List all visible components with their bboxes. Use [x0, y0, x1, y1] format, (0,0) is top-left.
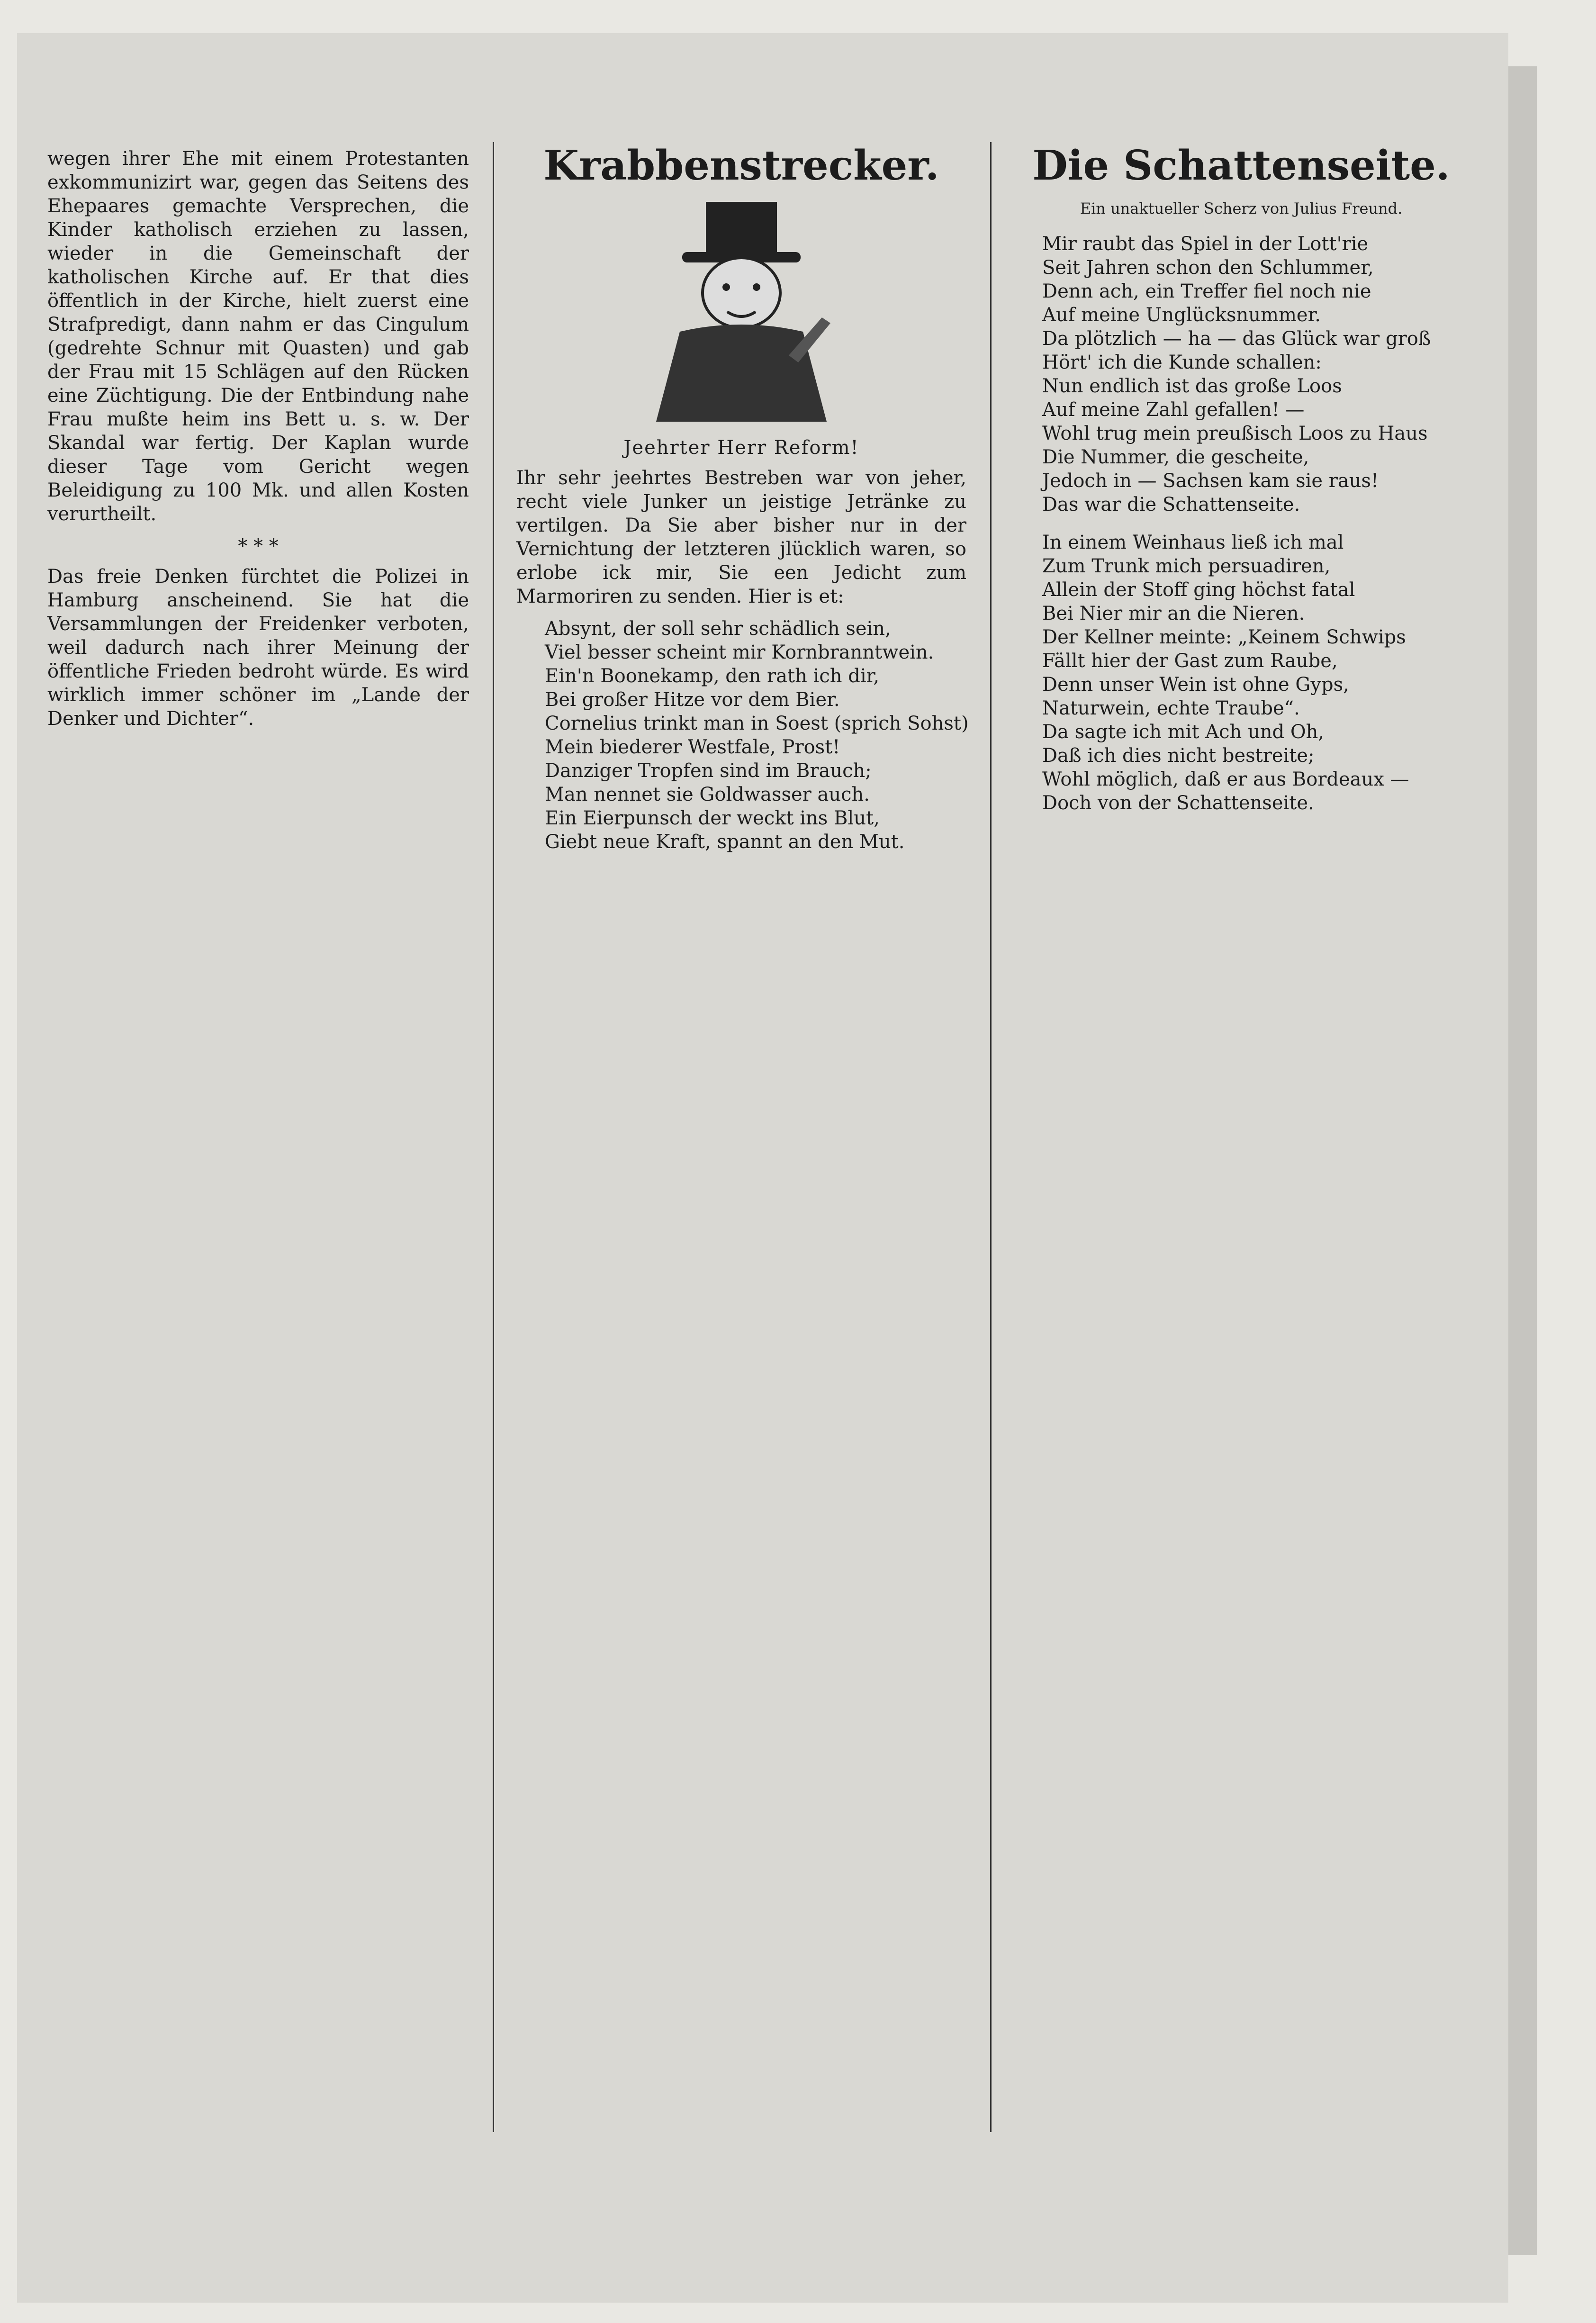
poem-verse: [516, 617, 969, 854]
article-title: Krabbenstrecker.: [543, 142, 939, 190]
verse-line: Ein'n Boonekamp, den rath ich dir,: [545, 665, 880, 687]
verse-line: Seit Jahren schon den Schlummer,: [1042, 257, 1374, 279]
verse-line: In einem Weinhaus ließ ich mal: [1042, 532, 1344, 553]
verse-line: Nun endlich ist das große Loos: [1042, 375, 1342, 397]
verse-line: Denn ach, ein Treffer fiel noch nie: [1042, 280, 1371, 302]
poem-title: Die Schattenseite.: [1032, 142, 1450, 190]
article-paragraph: wegen ihrer Ehe mit einem Protestanten exkommunizirt war, gegen das Seitens des Ehepaares gemachte Versprechen, die Kinder katholisch erziehen zu lassen, wieder in die Gemeinschaft der katholischen Kirche auf. Er that dies öffentlich in der Kirche, hielt zuerst eine Strafpredigt, dann nahm er das Cingulum (gedrehte Schnur mit Quasten) und gab der Frau mit 15 Schlägen auf den Rücken eine Züchtigung. Die der Entbindung nahe Frau mußte heim ins Bett u. s. w. Der Skandal war fertig. Der Kaplan wurde dieser Tage vom Gericht wegen Beleidigung zu 100 Mk. und allen Kosten verurtheilt.: [47, 148, 469, 525]
poem-subtitle: Ein unaktueller Scherz von Julius Freund.: [1080, 199, 1403, 217]
verse-line: Danziger Tropfen sind im Brauch;: [545, 760, 872, 782]
verse-line: Da sagte ich mit Ach und Oh,: [1042, 721, 1325, 743]
poem-stanza: [1014, 531, 1469, 815]
section-separator: * * *: [238, 535, 279, 557]
verse-line: Absynt, der soll sehr schädlich sein,: [545, 618, 891, 640]
verse-line: Da plötzlich — ha — das Glück war groß: [1042, 328, 1431, 350]
verse-line: Jedoch in — Sachsen kam sie raus!: [1042, 470, 1379, 492]
verse-line: Viel besser scheint mir Kornbranntwein.: [545, 642, 934, 663]
verse-line: Ein Eierpunsch der weckt ins Blut,: [545, 807, 880, 829]
verse-line: Giebt neue Kraft, spannt an den Mut.: [545, 831, 905, 853]
verse-line: Wohl möglich, daß er aus Bordeaux —: [1042, 768, 1409, 790]
letter-intro: Ihr sehr jeehrtes Bestreben war von jeher, recht viele Junker un jeistige Jetränke zu vertilgen. Da Sie aber bisher nur in der Vernichtung der letzteren jlücklich waren, so erlobe ick mir, Sie een Jedicht zum Marmoriren zu senden. Hier is et:: [516, 467, 966, 607]
column-rule: [990, 142, 992, 2132]
letter-salutation: Jeehrter Herr Reform!: [623, 437, 859, 459]
poem-stanza: [1014, 232, 1469, 516]
verse-line: Auf meine Unglücksnummer.: [1042, 304, 1321, 326]
verse-line: Cornelius trinkt man in Soest (sprich Sohst): [545, 713, 969, 734]
verse-line: Wohl trug mein preußisch Loos zu Haus: [1042, 423, 1428, 444]
verse-line: Denn unser Wein ist ohne Gyps,: [1042, 674, 1349, 696]
verse-line: Der Kellner meinte: „Keinem Schwips: [1042, 626, 1406, 648]
verse-line: Doch von der Schattenseite.: [1042, 792, 1314, 814]
left-column: [47, 147, 469, 739]
verse-line: Das war die Schattenseite.: [1042, 494, 1300, 515]
verse-line: Naturwein, echte Traube“.: [1042, 697, 1300, 719]
verse-line: Allein der Stoff ging höchst fatal: [1042, 579, 1355, 601]
verse-line: Auf meine Zahl gefallen! —: [1042, 399, 1305, 421]
column-rule: [493, 142, 494, 2132]
verse-line: Daß ich dies nicht bestreite;: [1042, 745, 1315, 767]
verse-line: Mein biederer Westfale, Prost!: [545, 736, 840, 758]
page-edge: [1508, 66, 1537, 2255]
verse-line: Fällt hier der Gast zum Raube,: [1042, 650, 1338, 672]
verse-line: Man nennet sie Goldwasser auch.: [545, 784, 870, 805]
article-paragraph: Das freie Denken fürchtet die Polizei in Hamburg anscheinend. Sie hat die Versammlungen der Freidenker verboten, weil dadurch nach ihrer Meinung der öffentliche Frieden bedroht würde. Es wird wirklich immer schöner im „Lande der Denker und Dichter“.: [47, 566, 469, 730]
verse-line: Hört' ich die Kunde schallen:: [1042, 352, 1322, 373]
verse-line: Die Nummer, die gescheite,: [1042, 446, 1309, 468]
middle-column: [516, 142, 969, 854]
right-column: [1014, 142, 1469, 829]
verse-line: Zum Trunk mich persuadiren,: [1042, 555, 1331, 577]
verse-line: Mir raubt das Spiel in der Lott'rie: [1042, 233, 1369, 255]
verse-line: Bei großer Hitze vor dem Bier.: [545, 689, 840, 711]
verse-line: Bei Nier mir an die Nieren.: [1042, 603, 1305, 624]
caricature-illustration: [571, 199, 912, 426]
